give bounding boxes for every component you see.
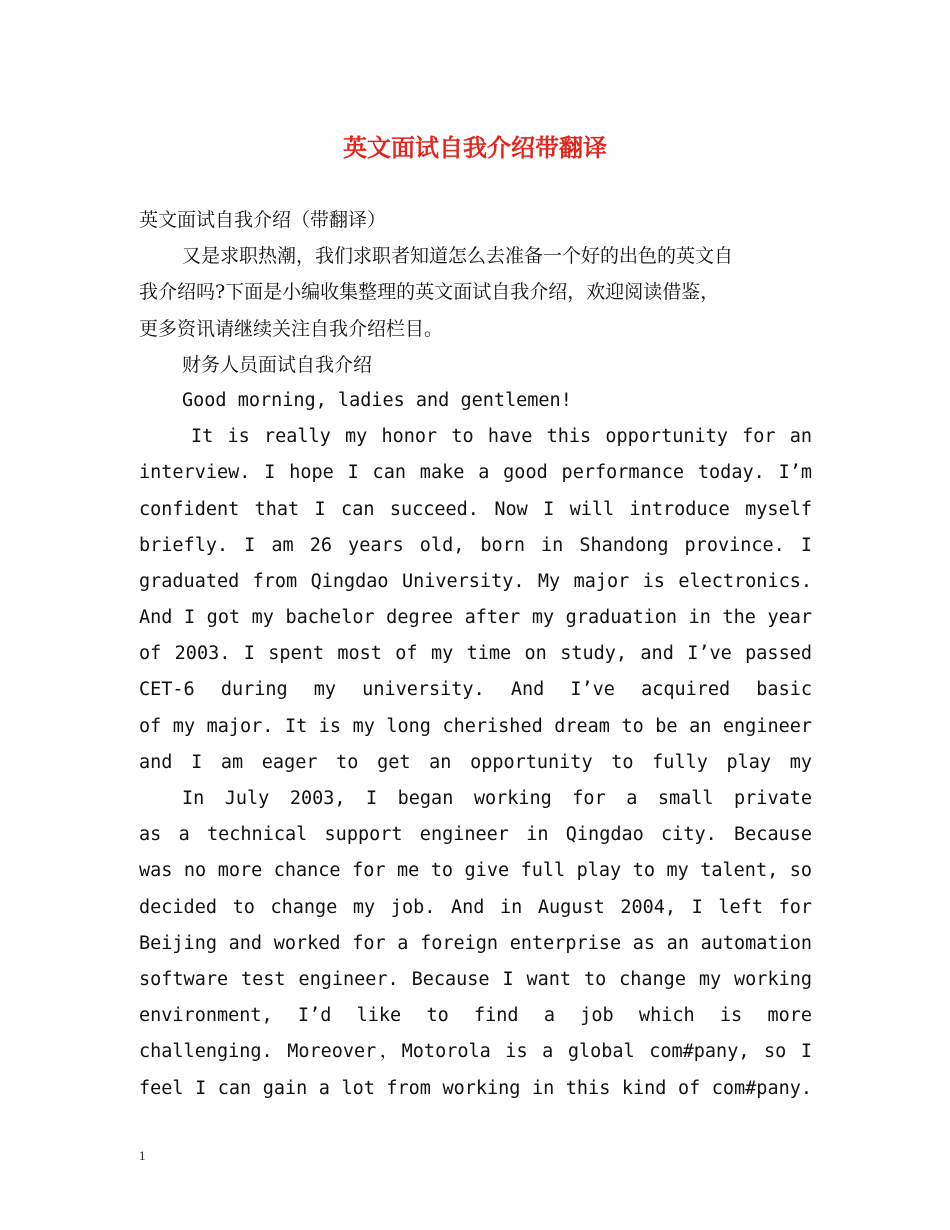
paragraph-line: feel I can gain a lot from working in this kind of com#pany. bbox=[139, 1077, 812, 1099]
paragraph-line: In July 2003, I began working for a small private bbox=[182, 788, 812, 809]
paragraph-line: environment, I’d like to find a job which is more bbox=[139, 1005, 812, 1027]
paragraph-line: CET-6 during my university. And I’ve acquired basic bbox=[139, 679, 812, 701]
section-heading-line: 财务人员面试自我介绍 bbox=[182, 353, 373, 376]
paragraph-line: briefly. I am 26 years old, born in Shandong province. I bbox=[139, 534, 812, 556]
paragraph-line: 更多资讯请继续关注自我介绍栏目。 bbox=[139, 317, 444, 340]
paragraph-line: and I am eager to get an opportunity to fully play my bbox=[139, 751, 812, 773]
paragraph-line: confident that I can succeed. Now I will introduce myself bbox=[139, 498, 812, 520]
paragraph-line: interview. I hope I can make a good performance today. I’m bbox=[139, 462, 812, 484]
paragraph-line: challenging. Moreover，Motorola is a global com#pany, so I bbox=[139, 1041, 812, 1063]
paragraph-line: Beijing and worked for a foreign enterprise as an automation bbox=[139, 932, 812, 954]
paragraph-line: It is really my honor to have this opportunity for an bbox=[191, 426, 812, 448]
paragraph-line: graduated from Qingdao University. My major is electronics. bbox=[139, 570, 812, 592]
paragraph-line: software test engineer. Because I want to change my working bbox=[139, 968, 812, 990]
paragraph-line: 我介绍吗?下面是小编收集整理的英文面试自我介绍，欢迎阅读借鉴， bbox=[139, 281, 720, 304]
paragraph-line: Good morning, ladies and gentlemen! bbox=[182, 389, 572, 411]
heading-line: 英文面试自我介绍（带翻译） bbox=[139, 209, 387, 231]
paragraph-line: of my major. It is my long cherished dream to be an engineer bbox=[139, 715, 812, 737]
paragraph-line: of 2003. I spent most of my time on study, and I’ve passed bbox=[139, 643, 812, 665]
page-number: 1 bbox=[139, 1148, 146, 1163]
paragraph-line: as a technical support engineer in Qingdao city. Because bbox=[139, 824, 812, 846]
paragraph-line: decided to change my job. And in August 2004, I left for bbox=[139, 896, 812, 918]
document-title: 英文面试自我介绍带翻译 bbox=[343, 133, 607, 162]
paragraph-line: And I got my bachelor degree after my graduation in the year bbox=[139, 607, 812, 629]
document-body bbox=[139, 202, 812, 1107]
paragraph-line: 又是求职热潮，我们求职者知道怎么去准备一个好的出色的英文自 bbox=[182, 245, 734, 268]
paragraph-line: was no more chance for me to give full play to my talent, so bbox=[139, 860, 812, 882]
